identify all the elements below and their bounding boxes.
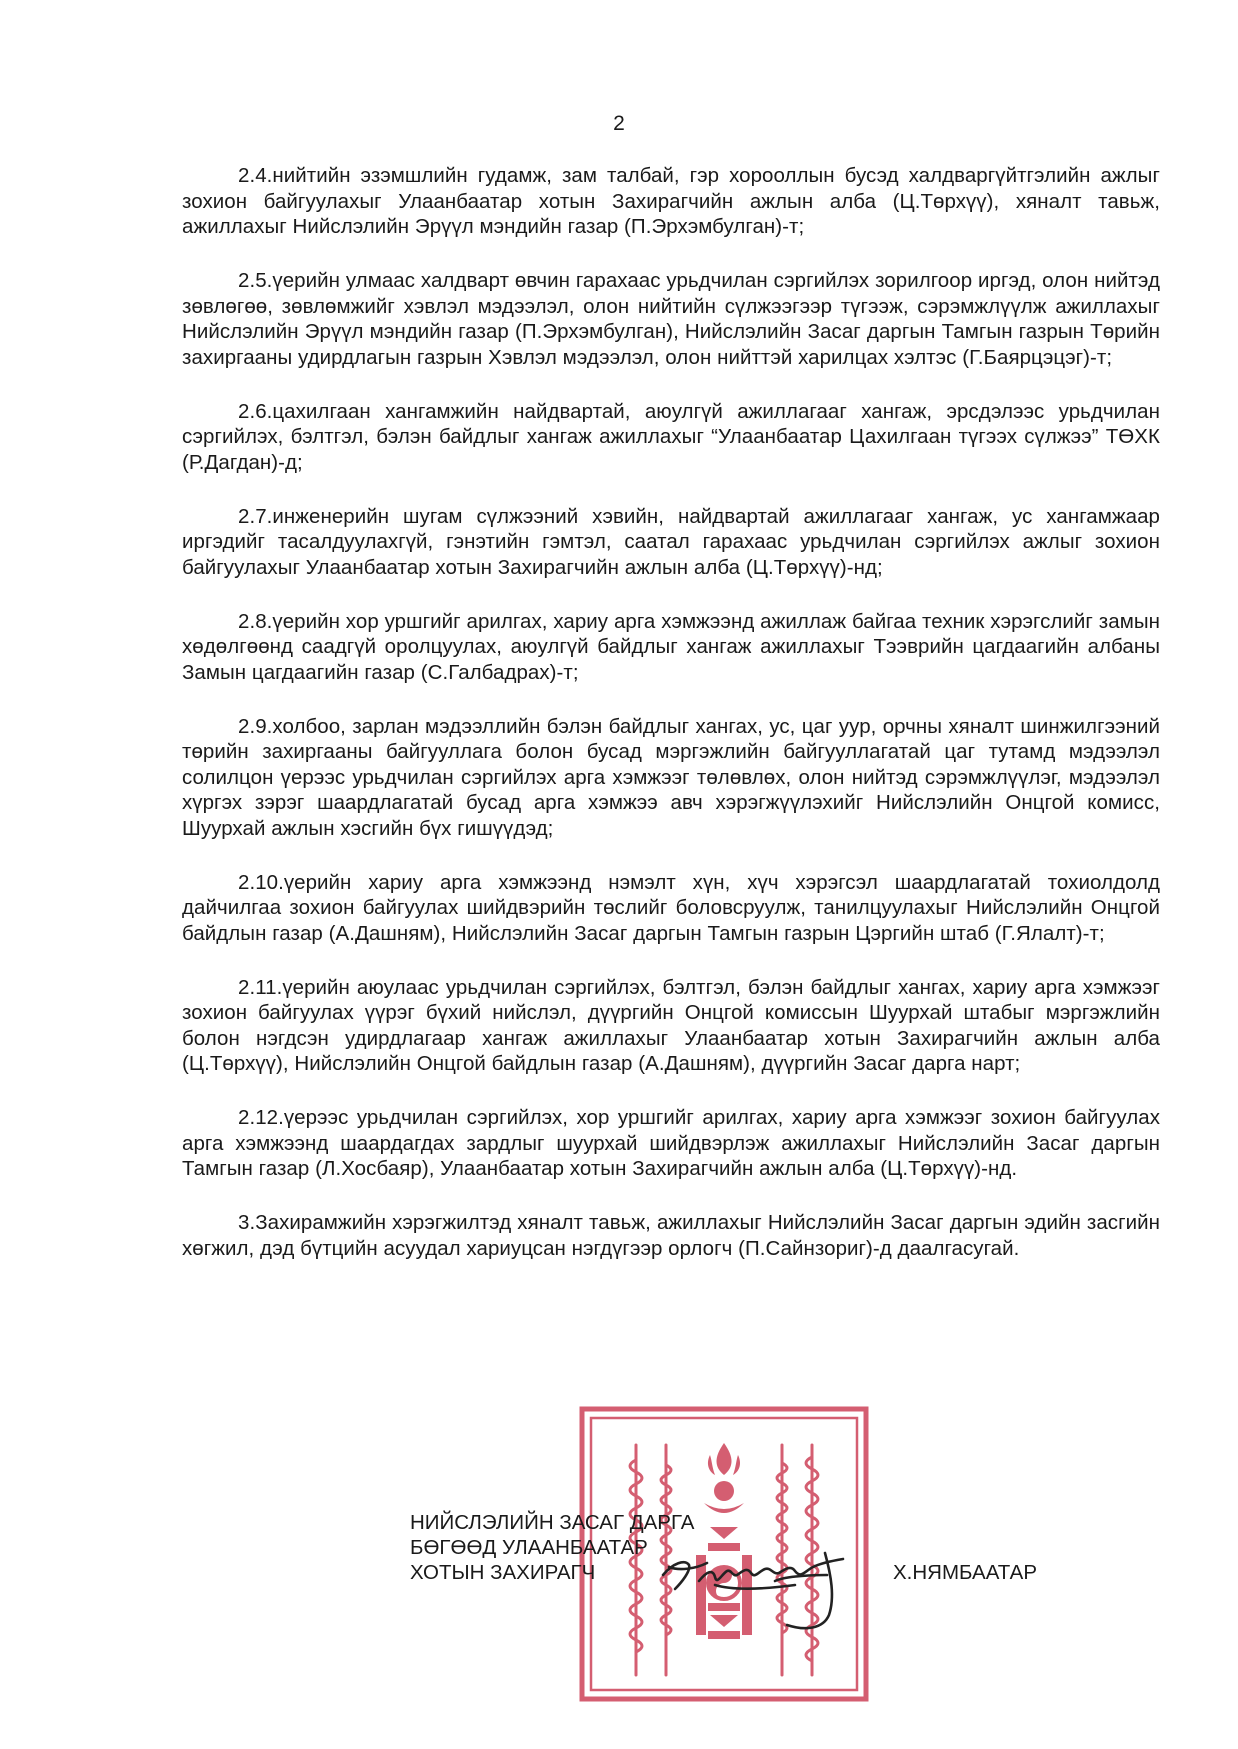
- paragraph-2-11: 2.11.үерийн аюулаас урьдчилан сэргийлэх, бэлтгэл, бэлэн байдлыг хангах, хариу арга хэмжээг зохион байгуулах үүрэг бүхий нийслэл, дүүргийн Онцгой комиссын Шуурхай штабыг мэргэжлийн болон нэгдсэн удирдлагаар хангаж ажиллахыг Улаанбаатар хотын Захирагчийн ажлын алба (Ц.Төрхүү), Нийслэлийн Онцгой байдлын газар (А.Дашням), дүүргийн Засаг дарга нарт;: [182, 975, 1160, 1075]
- signatory-title-line-1: НИЙСЛЭЛИЙН ЗАСАГ ДАРГА: [410, 1511, 695, 1534]
- paragraph-2-6: 2.6.цахилгаан хангамжийн найдвартай, аюулгүй ажиллагааг хангаж, эрсдэлээс урьдчилан сэргийлэх, бэлтгэл, бэлэн байдлыг хангаж ажиллахыг “Улаанбаатар Цахилгаан түгээх сүлжээ” ТӨХК (Р.Дагдан)-д;: [182, 399, 1160, 474]
- signer-name: Х.НЯМБААТАР: [893, 1561, 1037, 1584]
- paragraph-2-4: 2.4.нийтийн эзэмшлийн гудамж, зам талбай, гэр хорооллын бусэд халдваргүйтгэлийн ажлыг зохион байгуулахыг Улаанбаатар хотын Захирагчийн ажлын алба (Ц.Төрхүү), хяналт тавьж, ажиллахыг Нийслэлийн Эрүүл мэндийн газар (П.Эрхэмбулган)-т;: [182, 164, 1160, 238]
- document-body: [182, 163, 1160, 1261]
- signatory-title-line-3: ХОТЫН ЗАХИРАГЧ: [410, 1561, 596, 1584]
- signatory-title-line-2: БӨГӨӨД УЛААНБААТАР: [410, 1536, 648, 1559]
- handwritten-signature: [655, 1545, 860, 1635]
- paragraph-3: 3.Захирамжийн хэрэгжилтэд хяналт тавьж, ажиллахыг Нийслэлийн Засаг даргын эдийн засгийн хөгжил, дэд бүтцийн асуудал хариуцсан нэгдүгээр орлогч (П.Сайнзориг)-д даалгасугай.: [182, 1211, 1160, 1260]
- signature-block: [410, 1510, 694, 1585]
- paragraph-2-8: 2.8.үерийн хор уршгийг арилгах, хариу арга хэмжээнд ажиллаж байгаа техник хэрэгслийг замын хөдөлгөөнд саадгүй оролцуулах, аюулгүй байдлыг хангаж ажиллахыг Тээврийн цагдаагийн албаны Замын цагдаагийн газар (С.Галбадрах)-т;: [182, 609, 1160, 684]
- paragraph-2-10: 2.10.үерийн хариу арга хэмжээнд нэмэлт хүн, хүч хэрэгсэл шаардлагатай тохиолдолд дайчилгаа зохион байгуулах шийдвэрийн төслийг боловсруулж, танилцуулахыг Нийслэлийн Онцгой байдлын газар (А.Дашням), Нийслэлийн Засаг даргын Тамгын газрын Цэргийн штаб (Г.Ялалт)-т;: [182, 870, 1160, 945]
- paragraph-2-5: 2.5.үерийн улмаас халдварт өвчин гарахаас урьдчилан сэргийлэх зорилгоор иргэд, олон нийтэд зөвлөгөө, зөвлөмжийг хэвлэл мэдээлэл, олон нийтийн сүлжээгээр түгээж, сэрэмжлүүлж ажиллахыг Нийслэлийн Эрүүл мэндийн газар (П.Эрхэмбулган), Нийслэлийн Засаг даргын Тамгын газрын Төрийн захиргааны удирдлагын газрын Хэвлэл мэдээлэл, олон нийттэй харилцах хэлтэс (Г.Баярцэцэг)-т;: [182, 269, 1160, 369]
- paragraph-2-7: 2.7.инженерийн шугам сүлжээний хэвийн, найдвартай ажиллагааг хангаж, ус хангамжаар иргэдийг тасалдуулахгүй, гэнэтийн гэмтэл, саатал гарахаас урьдчилан сэргийлэх ажлыг зохион байгуулахыг Улаанбаатар хотын Захирагчийн ажлын алба (Ц.Төрхүү)-нд;: [182, 504, 1160, 579]
- paragraph-2-9: 2.9.холбоо, зарлан мэдээллийн бэлэн байдлыг хангах, ус, цаг уур, орчны хяналт шинжилгээний төрийн захиргааны байгууллага болон бусад мэргэжлийн байгууллагатай цаг тутамд мэдээлэл солилцон үерээс урьдчилан сэргийлэх арга хэмжээг төлөвлөх, олон нийтэд сэрэмжлүүлэг, мэдээлэл хүргэх зэрэг шаардлагатай бусад арга хэмжээ авч хэрэгжүүлэхийг Нийслэлийн Онцгой комисс, Шуурхай ажлын хэсгийн бүх гишүүдэд;: [182, 714, 1160, 840]
- paragraph-2-12: 2.12.үерээс урьдчилан сэргийлэх, хор уршгийг арилгах, хариу арга хэмжээг зохион байгуулах арга хэмжээнд шаардагдах зардлыг шуурхай шийдвэрлэж ажиллахыг Нийслэлийн Засаг даргын Тамгын газар (Л.Хосбаяр), Улаанбаатар хотын Захирагчийн ажлын алба (Ц.Төрхүү)-нд.: [182, 1106, 1160, 1180]
- page-number: 2: [613, 112, 625, 135]
